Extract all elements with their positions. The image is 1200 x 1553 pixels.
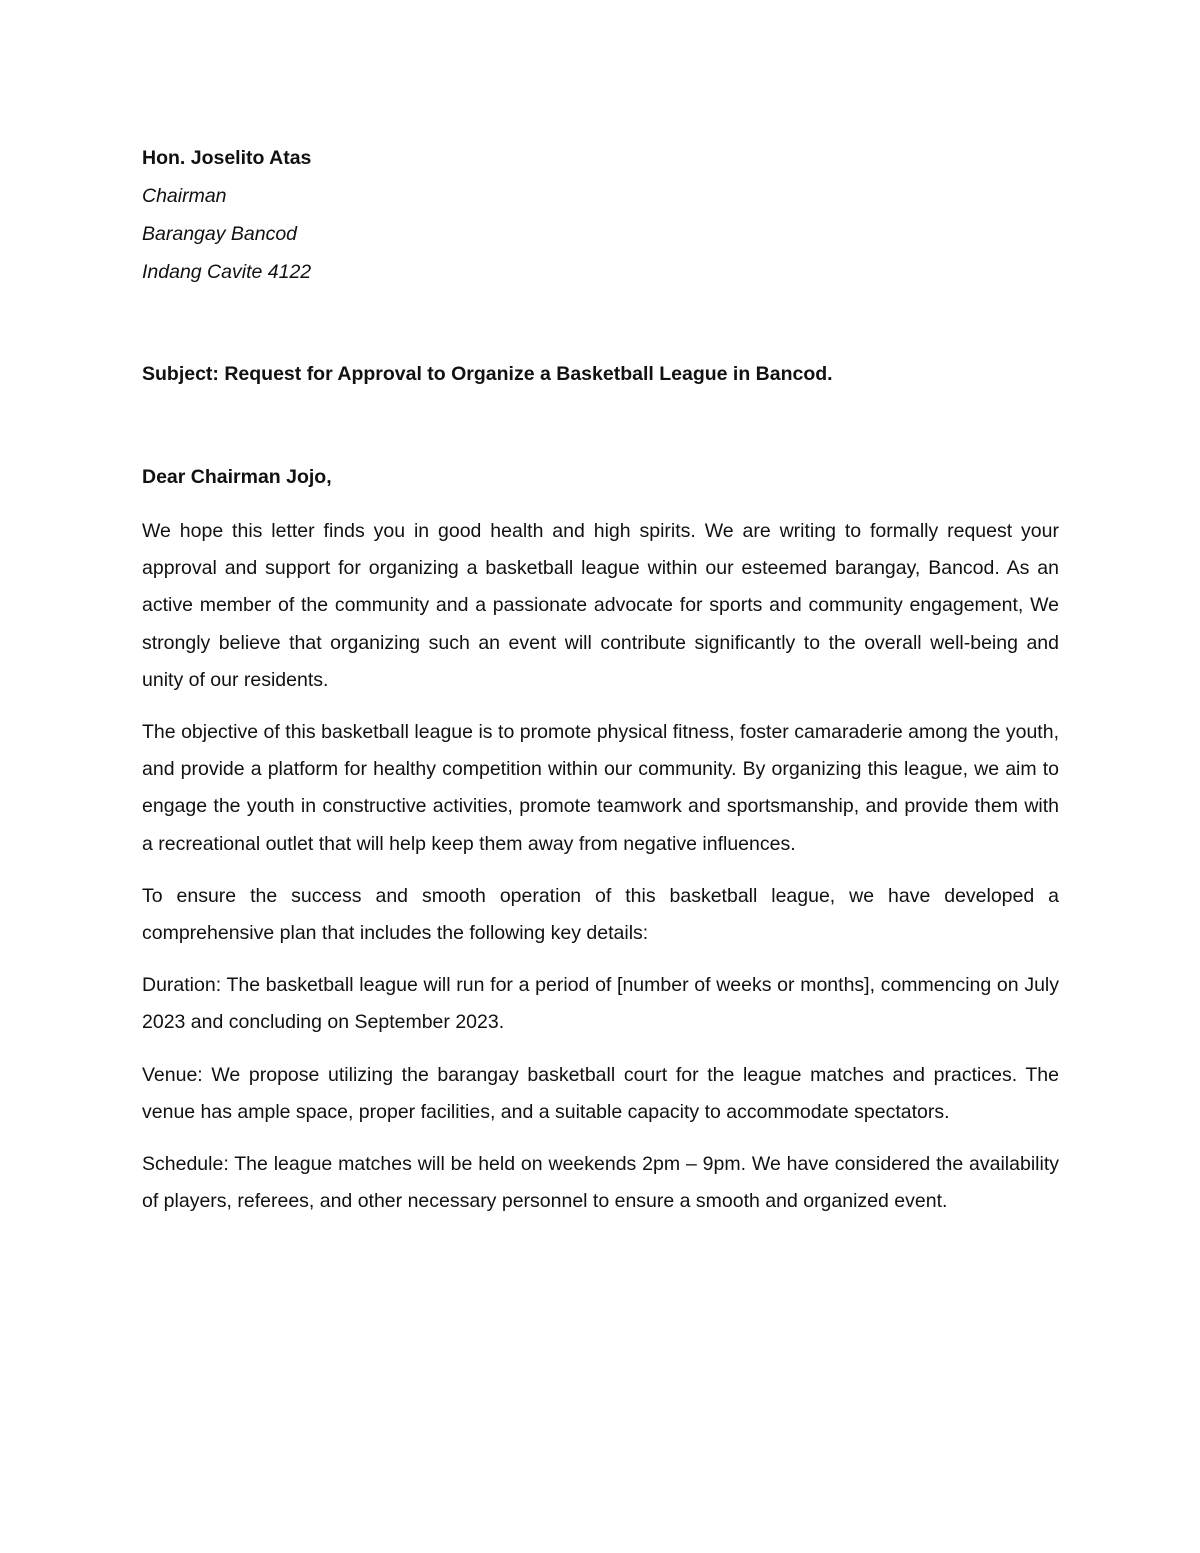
body-paragraph-venue: Venue: We propose utilizing the barangay basketball court for the league matches and practices. The venue has ample space, proper facilities, and a suitable capacity to accommodate spectators. xyxy=(142,1063,1059,1123)
letter-salutation: Dear Chairman Jojo, xyxy=(142,466,332,488)
recipient-title: Chairman xyxy=(142,185,227,207)
recipient-address: Indang Cavite 4122 xyxy=(142,261,312,283)
body-paragraph-schedule: Schedule: The league matches will be held on weekends 2pm – 9pm. We have considered the availability of players, referees, and other necessary personnel to ensure a smooth and organized event. xyxy=(142,1153,1059,1213)
recipient-barangay: Barangay Bancod xyxy=(142,223,298,245)
letter-body xyxy=(142,513,1059,1235)
body-paragraph-objective: The objective of this basketball league is to promote physical fitness, foster camaraderie among the youth, and provide a platform for healthy competition within our community. By organizing this league, we aim to engage the youth in constructive activities, promote teamwork and sportsmanship, and provide them with a recreational outlet that will help keep them away from negative influences. xyxy=(142,721,1059,855)
recipient-name: Hon. Joselito Atas xyxy=(142,147,312,169)
letter-content xyxy=(142,139,1059,1213)
body-paragraph-intro: We hope this letter finds you in good health and high spirits. We are writing to formally request your approval and support for organizing a basketball league within our esteemed barangay, Bancod. As an active member of the community and a passionate advocate for sports and community engagement, We strongly believe that organizing such an event will contribute significantly to the overall well-being and unity of our residents. xyxy=(142,520,1059,691)
recipient-block xyxy=(142,139,1059,291)
body-paragraph-duration: Duration: The basketball league will run for a period of [number of weeks or months], commencing on July 2023 and concluding on September 2023. xyxy=(142,974,1059,1034)
letter-subject: Subject: Request for Approval to Organize a Basketball League in Bancod. xyxy=(142,363,833,385)
body-paragraph-plan: To ensure the success and smooth operation of this basketball league, we have developed a comprehensive plan that includes the following key details: xyxy=(142,884,1059,945)
